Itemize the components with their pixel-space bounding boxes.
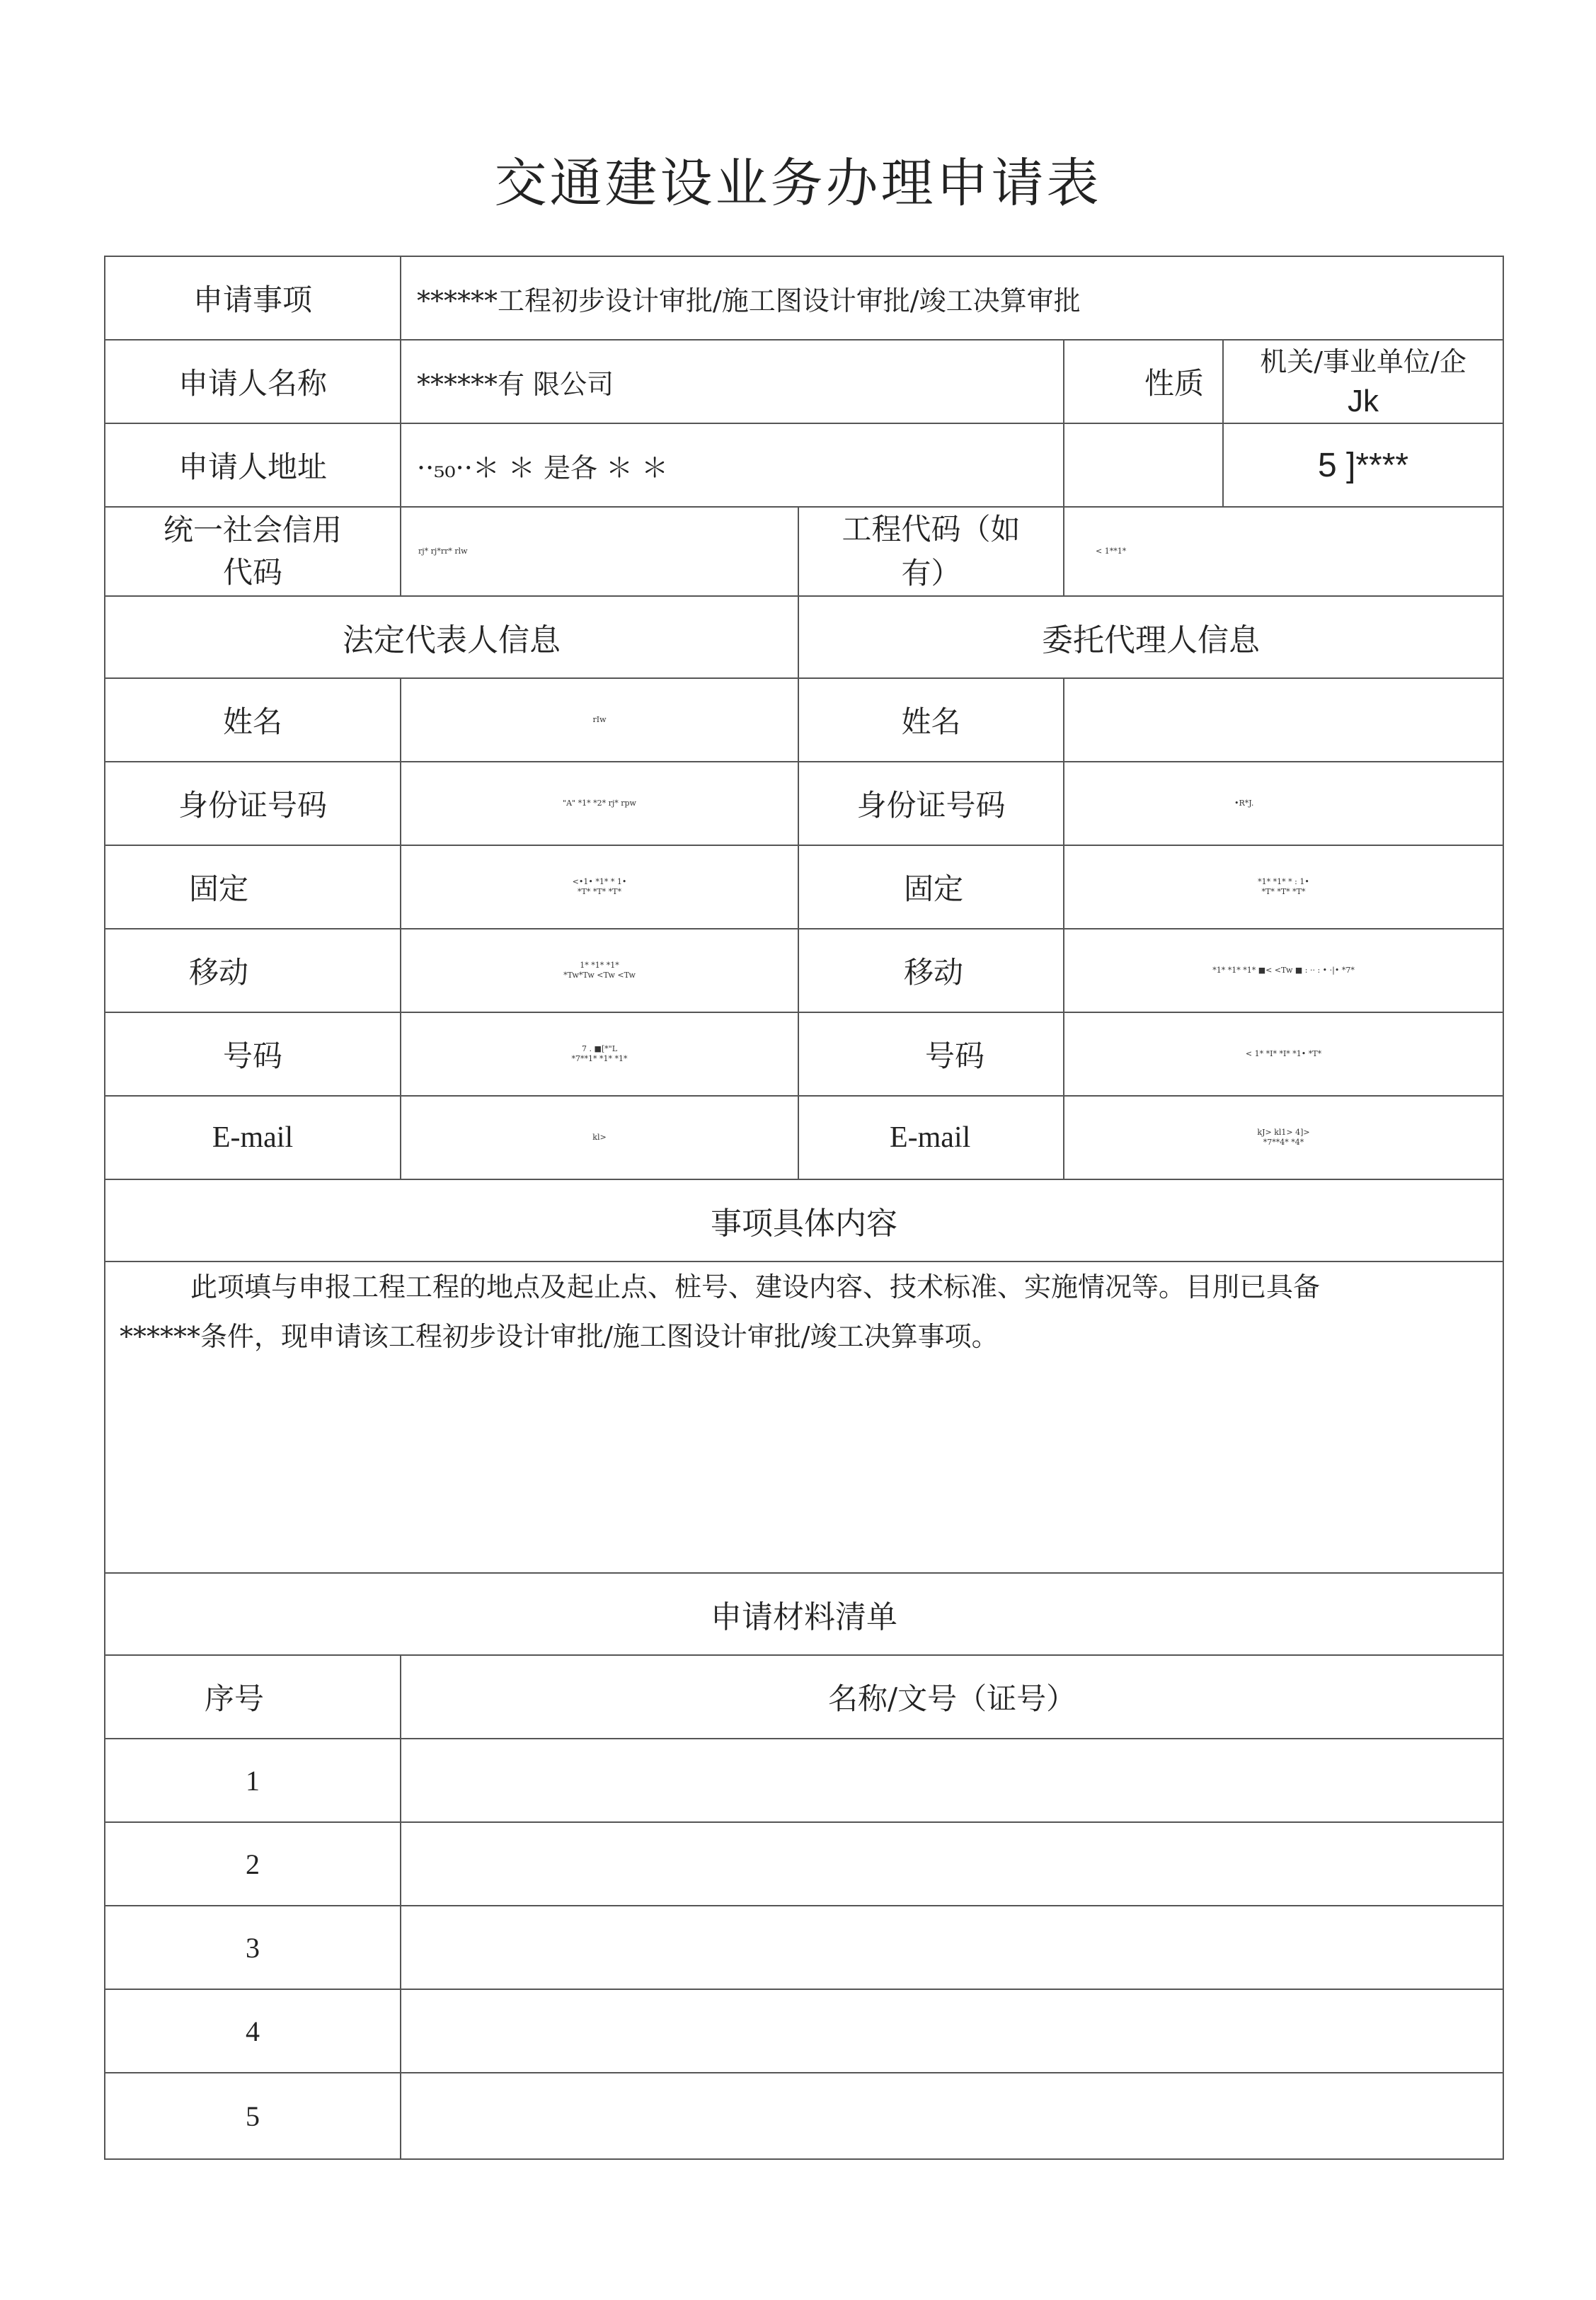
contact-row-number (105, 1012, 1503, 1096)
materials-row (105, 1822, 1503, 1906)
row-materials-header (105, 1573, 1503, 1655)
row-materials-column-headers (105, 1655, 1503, 1739)
materials-row-no: 4 (105, 1989, 401, 2073)
materials-row-name[interactable] (401, 1822, 1503, 1906)
agent-number-label: 号码 (798, 1012, 1064, 1096)
materials-row-name[interactable] (401, 1989, 1503, 2073)
agent-landline-value[interactable]: *1* *1* * : 1• *T* *T* *T* (1064, 845, 1503, 929)
materials-row (105, 1989, 1503, 2073)
row-credit-code (105, 507, 1503, 596)
legal-id-value[interactable]: "A" *1* *2* rj* rpw (401, 762, 798, 845)
agent-id-label: 身份证号码 (798, 762, 1064, 845)
nature-value-line1: 机关/事业单位/企 (1260, 346, 1466, 377)
details-text-line2: ******条件，现申请该工程初步设计审批/施工图设计审批/竣工决算事项。 (120, 1321, 999, 1352)
agent-name-label: 姓名 (798, 678, 1064, 762)
project-code-value[interactable]: < 1**1* (1064, 507, 1503, 596)
legal-number-label: 号码 (105, 1012, 401, 1096)
applicant-address-blank-cell[interactable] (1064, 423, 1223, 507)
row-details-content (105, 1261, 1503, 1573)
legal-name-value[interactable]: rIw (401, 678, 798, 762)
contact-row-id-number (105, 762, 1503, 845)
materials-row (105, 1906, 1503, 1989)
legal-mobile-label: 移动 (105, 929, 401, 1012)
agent-mobile-value[interactable]: *1* *1* *1* ■< <Tw ■ : ·· : • ·|• *7* (1064, 929, 1503, 1012)
agent-number-value[interactable]: < 1* *I* *I* *1• *T* (1064, 1012, 1503, 1096)
nature-label: 性质 (1064, 340, 1223, 423)
row-applicant-address (105, 423, 1503, 507)
materials-name-header: 名称/文号（证号） (401, 1655, 1503, 1739)
applicant-address-label: 申请人地址 (105, 423, 401, 507)
project-code-label-line2: 有） (901, 556, 961, 590)
form-title: 交通建设业务办理申请表 (494, 153, 1102, 214)
agent-name-value[interactable] (1064, 678, 1503, 762)
row-applicant-name (105, 340, 1503, 423)
agent-email-label: E-mail (798, 1096, 1064, 1179)
applicant-address-extra[interactable]: 5 ]**** (1223, 423, 1503, 507)
materials-row-no: 3 (105, 1906, 401, 1989)
legal-number-value[interactable]: 7 . ■[*"L *7**1* *1* *1* (401, 1012, 798, 1096)
materials-row (105, 2073, 1503, 2159)
legal-email-value[interactable]: kl> (401, 1096, 798, 1179)
row-info-headers (105, 596, 1503, 678)
applicant-name-label: 申请人名称 (105, 340, 401, 423)
contact-row-email (105, 1096, 1503, 1179)
application-form-table (104, 256, 1504, 2160)
agent-section-header: 委托代理人信息 (798, 596, 1503, 678)
apply-item-label: 申请事项 (105, 256, 401, 340)
legal-email-label: E-mail (105, 1096, 401, 1179)
agent-id-value[interactable]: •R*J. (1064, 762, 1503, 845)
contact-row-landline (105, 845, 1503, 929)
agent-mobile-label: 移动 (798, 929, 1064, 1012)
details-section-header: 事项具体内容 (105, 1179, 1503, 1261)
legal-mobile-value[interactable]: 1* *1* *1* *Tw*Tw <Tw <Tw (401, 929, 798, 1012)
details-content[interactable] (105, 1261, 1503, 1573)
contact-row-mobile (105, 929, 1503, 1012)
legal-rep-section-header: 法定代表人信息 (105, 596, 798, 678)
row-details-header (105, 1179, 1503, 1261)
legal-landline-value[interactable]: <•1• *1* * 1• *T* *T* *T* (401, 845, 798, 929)
details-text-line1: 此项填与申报工程工程的地点及起止点、桩号、建设内容、技术标准、实施情况等。目刖已具备 (190, 1271, 1321, 1303)
materials-row-no: 1 (105, 1739, 401, 1822)
project-code-label (798, 507, 1064, 596)
legal-id-label: 身份证号码 (105, 762, 401, 845)
row-apply-item (105, 256, 1503, 340)
applicant-address-value[interactable]: ··₅₀··＊ ＊ 是各 ＊ ＊ (401, 423, 1064, 507)
nature-value[interactable] (1223, 340, 1503, 423)
applicant-name-value[interactable]: ******有 限公司 (401, 340, 1064, 423)
materials-no-header: 序号 (105, 1655, 401, 1739)
materials-row-no: 5 (105, 2073, 401, 2159)
materials-section-header: 申请材料清单 (105, 1573, 1503, 1655)
legal-landline-label: 固定 (105, 845, 401, 929)
materials-row-no: 2 (105, 1822, 401, 1906)
materials-row (105, 1739, 1503, 1822)
apply-item-value[interactable]: ******工程初步设计审批/施工图设计审批/竣工决算审批 (401, 256, 1503, 340)
credit-code-label (105, 507, 401, 596)
credit-code-label-line1: 统一社会信用 (163, 513, 342, 547)
nature-value-line2: Jk (1348, 384, 1379, 418)
legal-name-label: 姓名 (105, 678, 401, 762)
project-code-label-line1: 工程代码（如 (842, 512, 1021, 547)
credit-code-value[interactable]: rj* rj*rr* rlw (401, 507, 798, 596)
materials-row-name[interactable] (401, 2073, 1503, 2159)
materials-row-name[interactable] (401, 1906, 1503, 1989)
credit-code-label-line2: 代码 (223, 555, 283, 590)
agent-email-value[interactable]: kJ> kl1> 4]> *7**4* *4* (1064, 1096, 1503, 1179)
agent-landline-label: 固定 (798, 845, 1064, 929)
contact-row-name (105, 678, 1503, 762)
materials-row-name[interactable] (401, 1739, 1503, 1822)
